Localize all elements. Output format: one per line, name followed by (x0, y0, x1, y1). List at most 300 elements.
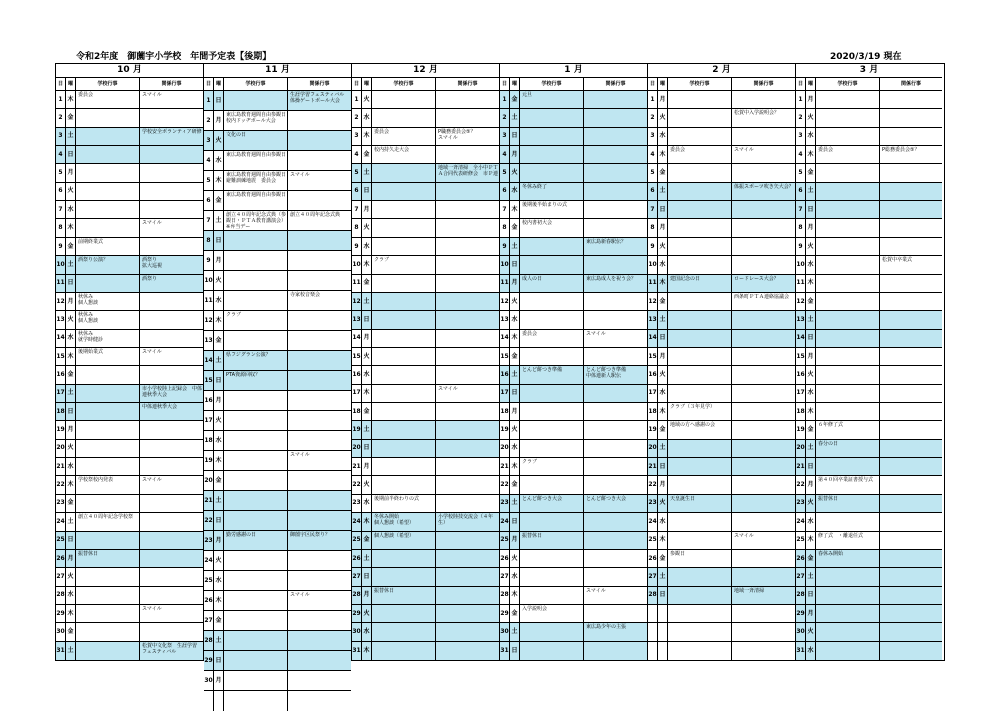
weekday-cell: 日 (66, 532, 76, 549)
day-number: 6 (500, 183, 510, 200)
school-event-cell: 委員会 (816, 146, 880, 163)
day-row (352, 330, 499, 348)
related-event-cell (436, 293, 499, 310)
school-event-cell (816, 348, 880, 365)
day-row (796, 219, 942, 237)
related-event-cell (732, 642, 795, 660)
school-event-cell (816, 366, 880, 383)
weekday-cell: 日 (510, 256, 520, 273)
weekday-cell: 水 (214, 431, 224, 450)
weekday-cell: 日 (806, 201, 816, 218)
related-event-cell (140, 109, 203, 126)
day-row (500, 421, 647, 439)
month-column (204, 64, 352, 684)
day-number (648, 642, 658, 660)
weekday-cell: 木 (806, 403, 816, 420)
school-event-cell (668, 605, 732, 622)
school-event-cell (372, 311, 436, 328)
day-number: 26 (204, 591, 214, 610)
month-column (500, 64, 648, 660)
school-event-cell (520, 403, 584, 420)
weekday-cell: 木 (362, 256, 372, 273)
day-row (796, 568, 942, 586)
day-number: 24 (648, 513, 658, 530)
day-row (56, 275, 203, 293)
day-row (648, 495, 795, 513)
day-row (648, 366, 795, 384)
day-row (648, 348, 795, 366)
day-number: 25 (500, 532, 510, 549)
related-event-cell (436, 201, 499, 218)
related-event-cell (288, 631, 351, 650)
day-number: 11 (204, 291, 214, 310)
day-number: 19 (352, 421, 362, 438)
school-event-cell (224, 691, 288, 711)
related-event-cell: 地域一斉清掃 全小中ＰＴＡ合同代表研修会 市Ｐ連 (438, 165, 499, 178)
day-row (352, 311, 499, 329)
day-number: 10 (796, 256, 806, 273)
weekday-cell: 水 (510, 568, 520, 585)
day-row (500, 440, 647, 458)
day-number (648, 623, 658, 640)
related-event-cell (436, 256, 499, 273)
weekday-cell: 火 (214, 411, 224, 430)
school-event-cell (668, 219, 732, 236)
day-row (648, 605, 795, 623)
day-number: 18 (796, 403, 806, 420)
weekday-cell: 木 (214, 591, 224, 610)
day-row (352, 642, 499, 660)
school-event-cell (520, 164, 584, 181)
school-event-cell: 勤労感謝の日 (224, 531, 288, 550)
related-event-cell (584, 348, 647, 365)
day-row (796, 421, 942, 439)
school-event-cell: 委員会 (520, 330, 584, 347)
day-number: 15 (796, 348, 806, 365)
school-event-cell (668, 201, 732, 218)
weekday-cell: 土 (214, 351, 224, 370)
school-event-cell (520, 348, 584, 365)
column-headers (796, 78, 942, 91)
day-row (500, 532, 647, 550)
weekday-cell: 木 (510, 458, 520, 475)
related-event-cell (288, 311, 351, 330)
weekday-cell: 水 (362, 238, 372, 255)
day-row (204, 551, 351, 571)
day-row (796, 385, 942, 403)
day-number: 8 (648, 219, 658, 236)
month-header: 11 月 (204, 64, 351, 78)
school-event-cell (816, 293, 880, 310)
day-number: 19 (648, 421, 658, 438)
weekday-cell: 木 (658, 146, 668, 163)
day-row (648, 513, 795, 531)
weekday-cell: 木 (214, 451, 224, 470)
related-event-cell (584, 109, 647, 126)
weekday-cell: 月 (214, 251, 224, 270)
day-number: 30 (796, 623, 806, 640)
column-headers (56, 78, 203, 91)
weekday-cell: 火 (214, 131, 224, 150)
month-header: 1 月 (500, 64, 647, 78)
day-number: 24 (204, 551, 214, 570)
weekday-cell: 水 (658, 513, 668, 530)
school-event-cell: 秋休み 就学時健診 (76, 330, 140, 347)
school-event-cell (520, 623, 584, 640)
weekday-cell: 木 (510, 201, 520, 218)
related-event-cell (732, 256, 795, 273)
day-row (352, 440, 499, 458)
weekday-cell: 火 (510, 293, 520, 310)
related-event-cell (436, 109, 499, 126)
related-event-cell (880, 183, 942, 200)
school-event-cell (816, 256, 880, 273)
related-event-cell (140, 164, 203, 181)
day-row (204, 671, 351, 691)
day-number: 12 (56, 293, 66, 310)
day-row (500, 201, 647, 219)
day-row (56, 587, 203, 605)
day-row (796, 440, 942, 458)
day-row (352, 623, 499, 641)
weekday-cell: 火 (362, 348, 372, 365)
school-event-cell (520, 421, 584, 438)
related-event-cell (140, 201, 203, 218)
weekday-cell: 月 (510, 532, 520, 549)
school-event-cell (816, 91, 880, 108)
school-event-cell (224, 571, 288, 590)
day-number: 19 (500, 421, 510, 438)
day-row (56, 385, 203, 403)
weekday-cell: 月 (66, 421, 76, 438)
weekday-cell: 土 (806, 568, 816, 585)
day-row (204, 691, 351, 711)
weekday-cell: 金 (66, 109, 76, 126)
day-number: 19 (56, 421, 66, 438)
day-number: 16 (352, 366, 362, 383)
weekday-cell: 火 (66, 440, 76, 457)
weekday-cell: 木 (362, 385, 372, 402)
related-event-cell (140, 238, 203, 255)
weekday-cell: 日 (658, 201, 668, 218)
day-number: 29 (204, 651, 214, 670)
day-number: 12 (204, 311, 214, 330)
day-number: 13 (648, 311, 658, 328)
school-event-cell (520, 440, 584, 457)
school-event-cell: とんど餅つき大会 (520, 495, 584, 512)
day-row (56, 256, 203, 274)
day-number: 6 (204, 191, 214, 210)
related-event-cell (436, 330, 499, 347)
day-number: 15 (500, 348, 510, 365)
related-event-cell (732, 366, 795, 383)
weekday-cell: 金 (214, 471, 224, 490)
weekday-cell: 金 (66, 238, 76, 255)
day-number: 21 (500, 458, 510, 475)
school-event-cell (816, 605, 880, 622)
day-row (204, 591, 351, 611)
day-row (500, 568, 647, 586)
day-number: 20 (204, 471, 214, 490)
related-event-cell (436, 403, 499, 420)
weekday-cell: 日 (66, 275, 76, 292)
related-event-cell (732, 330, 795, 347)
weekday-cell: 日 (214, 231, 224, 250)
day-row (352, 183, 499, 201)
weekday-cell: 木 (66, 476, 76, 493)
day-row (796, 146, 942, 164)
weekday-cell: 木 (362, 513, 372, 530)
day-number: 28 (56, 587, 66, 604)
day-row (796, 605, 942, 623)
school-events-header: 学校行事 (372, 78, 436, 90)
related-event-cell (140, 366, 203, 383)
day-number: 7 (796, 201, 806, 218)
day-row (796, 495, 942, 513)
weekday-cell: 土 (510, 366, 520, 383)
day-row (56, 623, 203, 641)
day-number: 27 (352, 568, 362, 585)
related-event-cell (880, 421, 942, 438)
school-event-cell (224, 411, 288, 430)
day-number: 28 (204, 631, 214, 650)
day-number: 11 (352, 275, 362, 292)
school-event-cell (76, 219, 140, 236)
day-number: 14 (204, 351, 214, 370)
weekday-cell: 木 (66, 348, 76, 365)
school-event-cell (224, 611, 288, 630)
school-event-cell: クラブ (224, 311, 288, 330)
weekday-cell: 火 (362, 219, 372, 236)
related-event-cell (732, 605, 795, 622)
school-event-cell (224, 431, 288, 450)
school-event-cell: クラブ (520, 458, 584, 475)
day-number: 18 (648, 403, 658, 420)
day-row (204, 471, 351, 491)
day-row (352, 366, 499, 384)
weekday-cell: 火 (214, 551, 224, 570)
day-row (204, 131, 351, 151)
related-event-cell (584, 293, 647, 310)
day-row (796, 128, 942, 146)
related-event-cell (140, 513, 203, 530)
day-row (204, 331, 351, 351)
weekday-cell: 金 (510, 476, 520, 493)
weekday-cell: 月 (806, 348, 816, 365)
related-event-cell (584, 164, 647, 181)
weekday-cell: 月 (362, 330, 372, 347)
related-event-cell (436, 219, 499, 236)
day-row (500, 513, 647, 531)
weekday-cell: 金 (658, 550, 668, 567)
related-event-cell (436, 348, 499, 365)
day-number: 26 (352, 550, 362, 567)
day-number: 24 (500, 513, 510, 530)
column-headers (352, 78, 499, 91)
school-event-cell (76, 366, 140, 383)
day-number: 1 (500, 91, 510, 108)
school-event-cell (224, 291, 288, 310)
weekday-cell: 日 (362, 440, 372, 457)
weekday-cell: 火 (510, 164, 520, 181)
weekday-header: 曜 (362, 78, 372, 90)
school-event-cell (816, 275, 880, 292)
related-event-cell (880, 109, 942, 126)
school-event-cell: 修了式 ・離退任式 (816, 532, 880, 549)
related-event-cell (584, 385, 647, 402)
weekday-cell: 水 (510, 311, 520, 328)
weekday-cell: 火 (658, 366, 668, 383)
day-row (56, 642, 203, 660)
related-event-cell (436, 91, 499, 108)
day-row (500, 495, 647, 513)
related-event-cell (288, 231, 351, 250)
day-row (204, 91, 351, 111)
related-event-cell (584, 458, 647, 475)
day-row (500, 348, 647, 366)
day-row (204, 191, 351, 211)
related-events-header: 関係行事 (753, 81, 774, 87)
day-row (500, 550, 647, 568)
day-number: 23 (796, 495, 806, 512)
day-number: 14 (56, 330, 66, 347)
school-event-cell (668, 183, 732, 200)
related-event-cell: P職務委員会⑤？ スマイル (438, 128, 476, 141)
day-row (204, 291, 351, 311)
related-event-cell (140, 458, 203, 475)
day-row (204, 451, 351, 471)
day-number: 11 (56, 275, 66, 292)
school-event-cell (372, 403, 436, 420)
school-event-cell (520, 238, 584, 255)
day-number: 18 (352, 403, 362, 420)
day-row (352, 550, 499, 568)
day-row (204, 151, 351, 171)
day-number: 1 (352, 91, 362, 108)
school-event-cell (76, 568, 140, 585)
related-event-cell (732, 623, 795, 640)
school-event-cell (372, 219, 436, 236)
day-row (352, 532, 499, 550)
weekday-cell: 水 (362, 495, 372, 512)
day-row (204, 391, 351, 411)
related-event-cell (288, 471, 351, 490)
related-event-cell: 寺家校音楽会 (290, 292, 321, 298)
day-number: 1 (204, 91, 214, 110)
weekday-cell: 日 (362, 568, 372, 585)
school-event-cell: 県フジグラン公演？ (224, 351, 288, 370)
weekday-cell: 日 (362, 183, 372, 200)
school-event-cell (372, 385, 436, 402)
related-event-cell (584, 532, 647, 549)
day-number: 25 (648, 532, 658, 549)
related-event-cell (288, 671, 351, 690)
day-number: 5 (796, 164, 806, 181)
weekday-cell: 水 (806, 128, 816, 145)
day-number: 23 (204, 531, 214, 550)
related-event-cell: スマイル (734, 532, 754, 539)
day-row (796, 183, 942, 201)
weekday-cell: 火 (806, 109, 816, 126)
related-event-cell (288, 691, 351, 711)
related-event-cell (436, 623, 499, 640)
school-event-cell (76, 385, 140, 402)
school-event-cell: 委員会 (668, 146, 732, 163)
school-event-cell (372, 421, 436, 438)
weekday-cell: 火 (66, 311, 76, 328)
day-row (500, 366, 647, 384)
day-number: 17 (56, 385, 66, 402)
related-event-cell (436, 440, 499, 457)
related-event-cell: 東広島少年の主張 (586, 624, 627, 631)
school-event-cell: 東広島教育週間自由参観日 校内ドッヂボール大会 (224, 111, 288, 130)
school-event-cell (816, 623, 880, 640)
day-row (648, 568, 795, 586)
weekday-cell: 土 (510, 495, 520, 512)
day-number: 5 (500, 164, 510, 181)
day-row (56, 183, 203, 201)
day-row (56, 348, 203, 366)
school-event-cell (372, 109, 436, 126)
day-row (500, 275, 647, 293)
school-event-cell (372, 348, 436, 365)
weekday-cell: 土 (66, 642, 76, 660)
weekday-cell: 火 (658, 109, 668, 126)
school-event-cell (520, 311, 584, 328)
related-event-cell (880, 201, 942, 218)
column-headers (500, 78, 647, 91)
day-number: 1 (648, 91, 658, 108)
day-number: 8 (204, 231, 214, 250)
day-number: 4 (796, 146, 806, 163)
related-event-cell (880, 293, 942, 310)
school-event-cell: 冬休み終了 (520, 183, 584, 200)
school-event-cell (668, 330, 732, 347)
day-number: 19 (204, 451, 214, 470)
day-row (56, 146, 203, 164)
related-event-cell (732, 201, 795, 218)
day-row (500, 256, 647, 274)
weekday-cell: 木 (214, 311, 224, 330)
related-event-cell (288, 651, 351, 670)
day-number: 3 (796, 128, 806, 145)
weekday-cell: 日 (510, 385, 520, 402)
weekday-cell: 金 (510, 348, 520, 365)
related-event-cell: とんど餅つき準備 中体連新人駅伝 (586, 367, 627, 380)
day-number: 5 (352, 164, 362, 181)
weekday-cell: 水 (66, 587, 76, 604)
day-number (648, 605, 658, 622)
related-event-cell: 松賀中文化祭 生涯学習フェスティバル (142, 642, 198, 655)
day-number: 16 (204, 391, 214, 410)
day-row (204, 491, 351, 511)
day-row (56, 403, 203, 421)
day-number: 8 (500, 219, 510, 236)
day-row (500, 385, 647, 403)
day-row (352, 293, 499, 311)
school-event-cell (520, 256, 584, 273)
day-number: 7 (500, 201, 510, 218)
weekday-cell: 月 (806, 219, 816, 236)
related-event-cell: スマイル (290, 592, 310, 598)
weekday-cell: 金 (362, 403, 372, 420)
day-number: 25 (204, 571, 214, 590)
day-number: 26 (56, 550, 66, 567)
related-event-cell (880, 532, 942, 549)
related-event-cell (732, 476, 795, 493)
related-event-cell: 小学校陸技交流会（４年生） (438, 514, 494, 527)
related-event-cell (436, 238, 499, 255)
